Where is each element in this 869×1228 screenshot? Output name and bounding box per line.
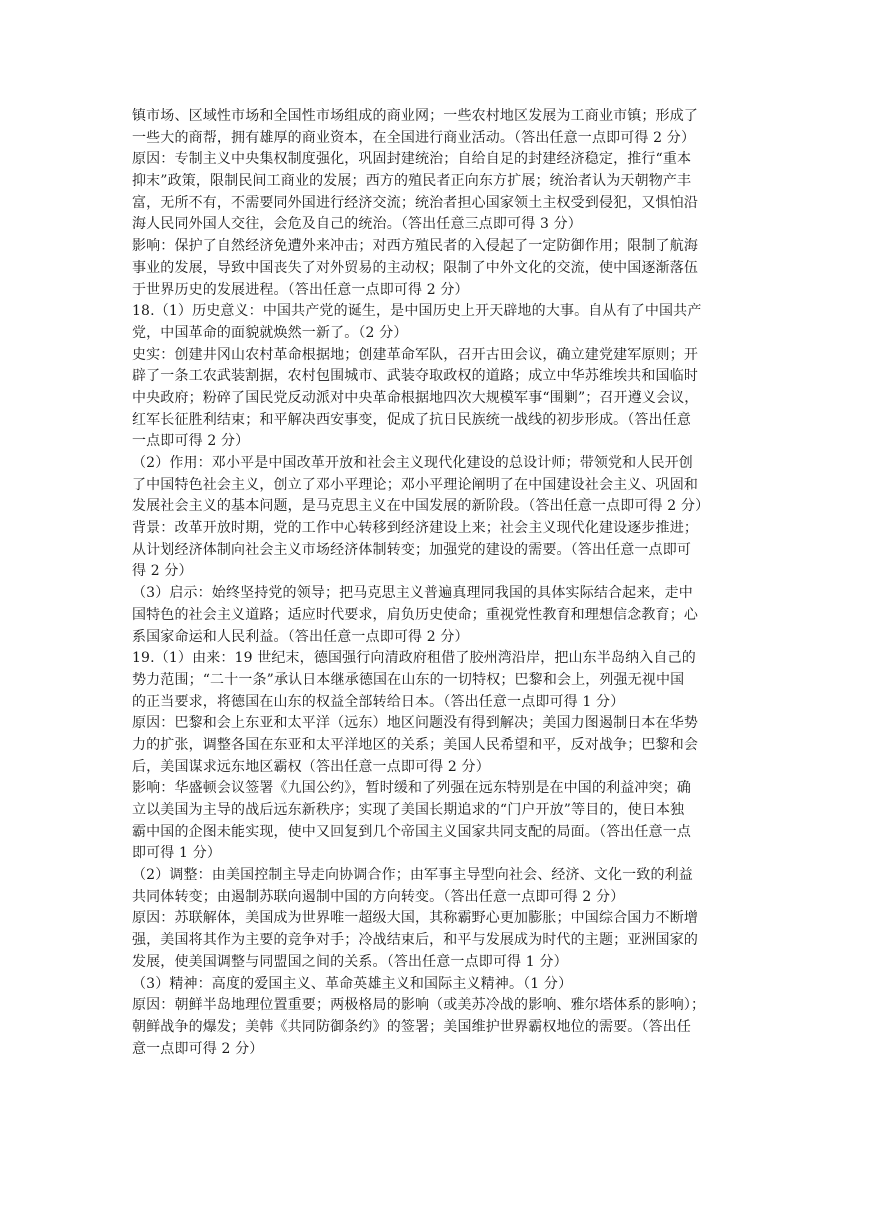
text-line: 国特色的社会主义道路；适应时代要求，肩负历史使命；重视党性教育和理想信念教育；心 xyxy=(132,606,698,623)
text-line: 一点即可得 2 分） xyxy=(132,433,250,450)
text-line: 镇市场、区域性市场和全国性市场组成的商业网；一些农村地区发展为工商业市镇；形成了 xyxy=(132,108,698,124)
text-line: 发展，使美国调整与同盟国之间的关系。（答出任意一点即可得 1 分） xyxy=(132,953,568,970)
text-line: 力的扩张，调整各国在东亚和太平洋地区的关系；美国人民希望和平，反对战争；巴黎和会 xyxy=(132,736,698,753)
answer-document xyxy=(132,106,740,1060)
text-line: 后，美国谋求远东地区霸权（答出任意一点即可得 2 分） xyxy=(132,758,490,775)
text-line: 富，无所不有，不需要同外国进行经济交流；统治者担心国家领土主权受到侵犯，又惧怕沿 xyxy=(132,194,698,211)
text-line: （3）启示：始终坚持党的领导；把马克思主义普遍真理同我国的具体实际结合起来，走中 xyxy=(132,585,693,602)
text-line: 了中国特色社会主义，创立了邓小平理论；邓小平理论阐明了在中国建设社会主义、巩固和 xyxy=(132,476,698,493)
text-line: 从计划经济体制向社会主义市场经济体制转变；加强党的建设的需要。（答出任意一点即可 xyxy=(132,541,691,558)
text-line: 朝鲜战争的爆发；美韩《共同防御条约》的签署；美国维护世界霸权地位的需要。（答出任 xyxy=(132,1018,691,1035)
text-line: 原因：苏联解体，美国成为世界唯一超级大国，其称霸野心更加膨胀；中国综合国力不断增 xyxy=(132,910,698,927)
text-line: 中央政府；粉碎了国民党反动派对中央革命根据地四次大规模军事“围剿”；召开遵义会议， xyxy=(132,389,699,406)
text-line: 即可得 1 分） xyxy=(132,845,222,862)
text-line: 事业的发展，导致中国丧失了对外贸易的主动权；限制了中外文化的交流，使中国逐渐落伍 xyxy=(132,259,698,276)
text-line: 背景：改革开放时期，党的工作中心转移到经济建设上来；社会主义现代化建设逐步推进； xyxy=(132,520,698,537)
text-line: （3）精神：高度的爱国主义、革命英雄主义和国际主义精神。（1 分） xyxy=(132,975,573,992)
text-line: 势力范围；“二十一条”承认日本继承德国在山东的一切特权；巴黎和会上，列强无视中国 xyxy=(132,671,685,688)
text-line: 影响：保护了自然经济免遭外来冲击；对西方殖民者的入侵起了一定防御作用；限制了航海 xyxy=(132,238,698,255)
text-line: 原因：专制主义中央集权制度强化，巩固封建统治；自给自足的封建经济稳定，推行“重本 xyxy=(132,151,692,168)
text-line: 19.（1）由来：19 世纪末，德国强行向清政府租借了胶州湾沿岸，把山东半岛纳入自己的 xyxy=(132,650,696,667)
text-line: 原因：巴黎和会上东亚和太平洋（远东）地区问题没有得到解决；美国力图遏制日本在华势 xyxy=(132,715,698,732)
text-line: 霸中国的企图未能实现，使中又回复到几个帝国主义国家共同支配的局面。（答出任意一点 xyxy=(132,823,691,840)
text-line: 发展社会主义的基本问题，是马克思主义在中国发展的新阶段。（答出任意一点即可得 2 分） xyxy=(132,498,710,515)
text-line: （2）作用：邓小平是中国改革开放和社会主义现代化建设的总设计师；带领党和人民开创 xyxy=(132,455,693,471)
text-line: 系国家命运和人民利益。（答出任意一点即可得 2 分） xyxy=(132,628,469,645)
text-line: 一些大的商帮，拥有雄厚的商业资本，在全国进行商业活动。（答出任意一点即可得 2 分） xyxy=(132,129,696,146)
text-line: 18.（1）历史意义：中国共产党的诞生，是中国历史上开天辟地的大事。自从有了中国共产 xyxy=(132,303,702,320)
text-line: 史实：创建井冈山农村革命根据地；创建革命军队，召开古田会议，确立建党建军原则；开 xyxy=(132,346,698,363)
text-line: 共同体转变；由遏制苏联向遏制中国的方向转变。（答出任意一点即可得 2 分） xyxy=(132,888,625,905)
text-line: 强，美国将其作为主要的竞争对手；冷战结束后，和平与发展成为时代的主题；亚洲国家的 xyxy=(132,932,698,949)
text-line: 立以美国为主导的战后远东新秩序；实现了美国长期追求的“门户开放”等目的，使日本独 xyxy=(132,802,685,818)
text-line: 于世界历史的发展进程。（答出任意一点即可得 2 分） xyxy=(132,281,469,298)
text-line: 党，中国革命的面貌就焕然一新了。（2 分） xyxy=(132,324,408,341)
text-line: 的正当要求，将德国在山东的权益全部转给日本。（答出任意一点即可得 1 分） xyxy=(132,693,625,710)
text-line: 影响：华盛顿会议签署《九国公约》，暂时缓和了列强在远东特别是在中国的利益冲突；确 xyxy=(132,780,691,797)
text-line: 辟了一条工农武装割据，农村包围城市、武装夺取政权的道路；成立中华苏维埃共和国临时 xyxy=(132,368,698,385)
text-line: （2）调整：由美国控制主导走向协调合作；由军事主导型向社会、经济、文化一致的利益 xyxy=(132,867,693,884)
text-line: 意一点即可得 2 分） xyxy=(132,1040,264,1057)
text-line: 抑末”政策，限制民间工商业的发展；西方的殖民者正向东方扩展；统治者认为天朝物产丰 xyxy=(132,173,692,190)
text-line: 原因：朝鲜半岛地理位置重要；两极格局的影响（或美苏冷战的影响、雅尔塔体系的影响）； xyxy=(132,997,706,1014)
text-line: 海人民同外国人交往，会危及自己的统治。（答出任意三点即可得 3 分） xyxy=(132,216,582,233)
text-line: 得 2 分） xyxy=(132,563,193,580)
text-line: 红军长征胜利结束；和平解决西安事变，促成了抗日民族统一战线的初步形成。（答出任意 xyxy=(132,411,691,428)
